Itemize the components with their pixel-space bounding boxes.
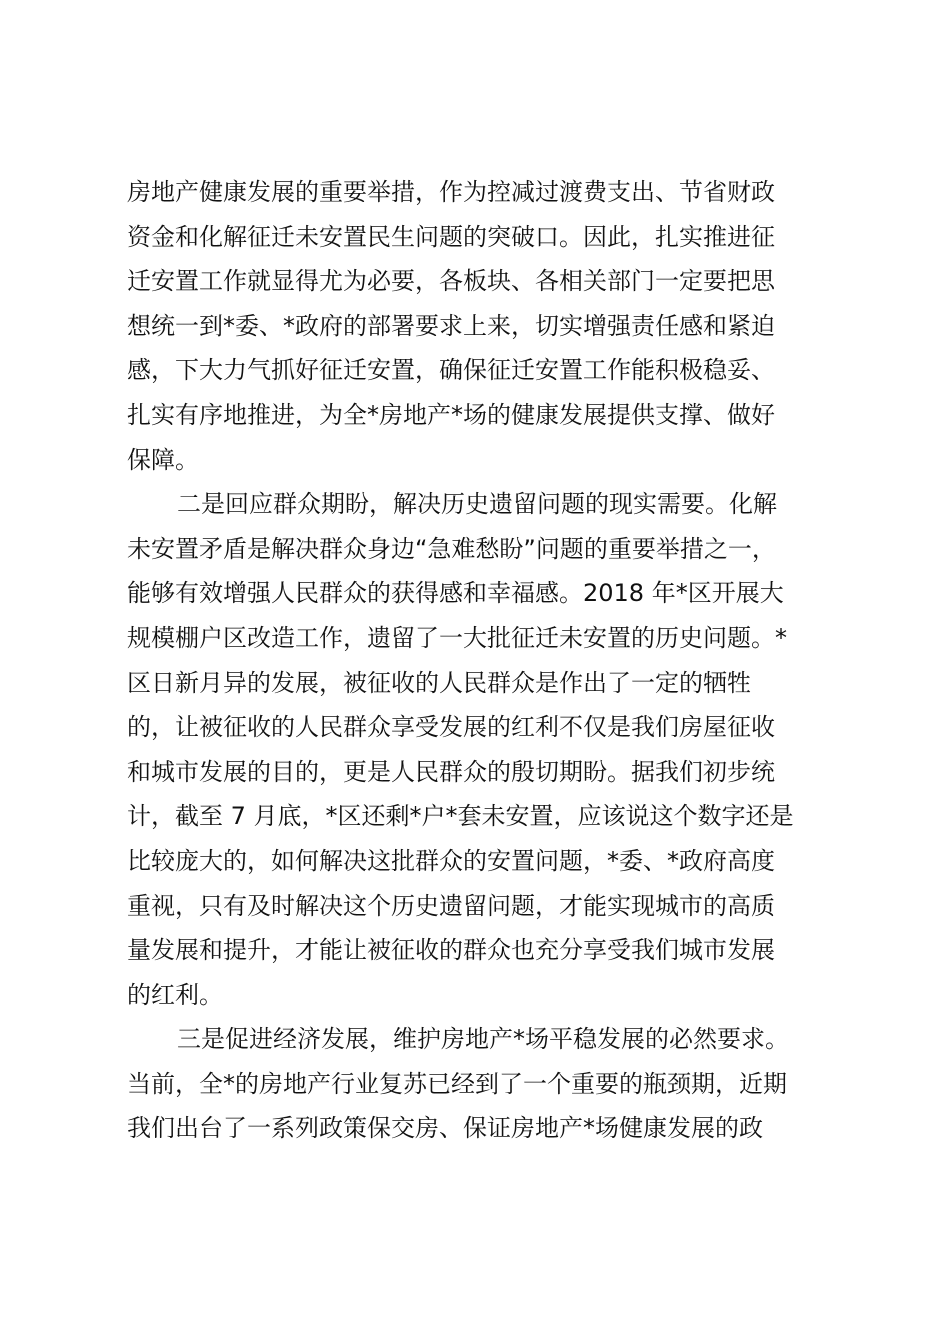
text-line: 迁安置工作就显得尤为必要，各板块、各相关部门一定要把思 — [127, 267, 775, 296]
document-body — [127, 170, 827, 1151]
text-line: 的红利。 — [127, 980, 223, 1009]
text-line: 房地产健康发展的重要举措，作为控减过渡费支出、节省财政 — [127, 178, 775, 206]
text-line: 扎实有序地推进，为全*房地产*场的健康发展提供支撑、做好 — [127, 400, 775, 429]
text-line: 保障。 — [127, 445, 199, 474]
text-line: 比较庞大的，如何解决这批群众的安置问题，*委、*政府高度 — [127, 846, 775, 875]
text-line: 规模棚户区改造工作，遗留了一大批征迁未安置的历史问题。* — [127, 623, 787, 652]
text-line: 区日新月异的发展，被征收的人民群众是作出了一定的牺牲 — [127, 668, 751, 697]
paragraph-start-line: 三是促进经济发展，维护房地产*场平稳发展的必然要求。 — [177, 1025, 789, 1054]
text-line: 和城市发展的目的，更是人民群众的殷切期盼。据我们初步统 — [127, 757, 775, 786]
text-line: 未安置矛盾是解决群众身边“急难愁盼”问题的重要举措之一， — [127, 534, 776, 563]
text-line: 想统一到*委、*政府的部署要求上来，切实增强责任感和紧迫 — [127, 311, 775, 340]
text-line: 感，下大力气抓好征迁安置，确保征迁安置工作能积极稳妥、 — [127, 356, 775, 385]
text-line: 计，截至 7 月底，*区还剩*户*套未安置，应该说这个数字还是 — [127, 802, 794, 831]
text-line: 能够有效增强人民群众的获得感和幸福感。2018 年*区开展大 — [127, 579, 784, 608]
text-line: 的，让被征收的人民群众享受发展的红利不仅是我们房屋征收 — [127, 713, 775, 742]
text-line: 当前，全*的房地产行业复苏已经到了一个重要的瓶颈期，近期 — [127, 1069, 787, 1098]
text-line: 资金和化解征迁未安置民生问题的突破口。因此，扎实推进征 — [127, 222, 775, 251]
text-line: 我们出台了一系列政策保交房、保证房地产*场健康发展的政 — [127, 1114, 763, 1143]
text-line: 量发展和提升，才能让被征收的群众也充分享受我们城市发展 — [127, 936, 775, 965]
paragraph-start-line: 二是回应群众期盼，解决历史遗留问题的现实需要。化解 — [177, 490, 777, 519]
text-line: 重视，只有及时解决这个历史遗留问题，才能实现城市的高质 — [127, 891, 775, 920]
